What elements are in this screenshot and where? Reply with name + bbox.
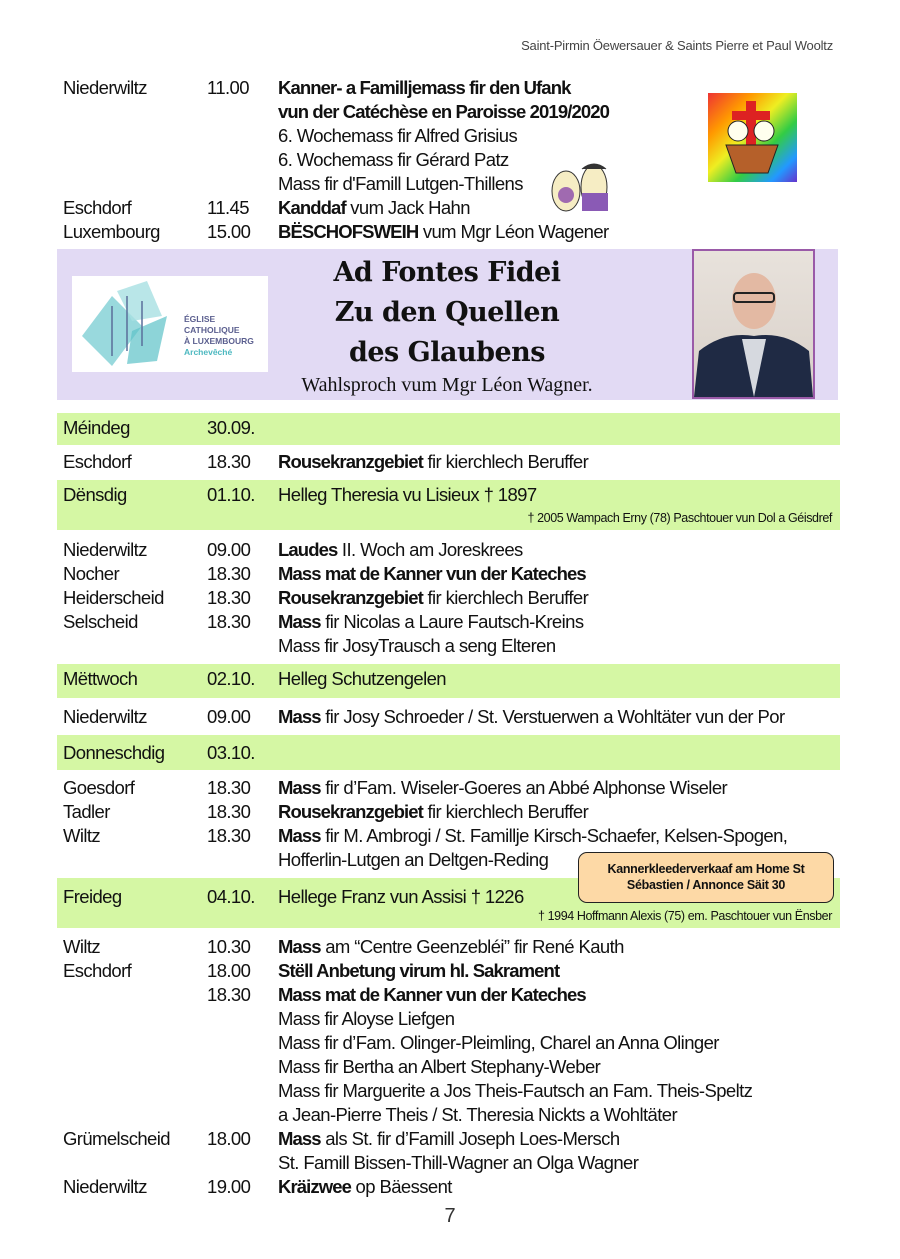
service-description xyxy=(278,76,570,100)
schedule-row xyxy=(63,1079,843,1103)
service-description xyxy=(278,450,588,474)
service-description xyxy=(278,148,509,172)
service-description xyxy=(278,983,586,1007)
service-details: als St. fir d’Famill Joseph Loes-Mersch xyxy=(320,1128,620,1149)
service-description xyxy=(278,196,470,220)
children-drawing xyxy=(548,155,612,213)
day-name: Mëttwoch xyxy=(63,668,138,689)
service-description xyxy=(278,172,523,196)
place-name: Niederwiltz xyxy=(63,1176,147,1197)
service-description xyxy=(278,586,588,610)
service-details: vum Jack Hahn xyxy=(345,197,470,218)
service-time: 11.45 xyxy=(207,197,249,218)
service-details: fir d’Fam. Wiseler-Goeres an Abbé Alphonse Wiseler xyxy=(320,777,728,798)
schedule-row xyxy=(63,450,843,474)
feast-day: Helleg Theresia vu Lisieux † 1897 xyxy=(278,484,537,505)
service-time: 10.30 xyxy=(207,936,251,957)
service-details: Mass fir Aloyse Liefgen xyxy=(278,1008,455,1029)
schedule-row xyxy=(63,1007,843,1031)
place-name: Wiltz xyxy=(63,825,101,846)
service-title: Laudes xyxy=(278,539,338,560)
schedule-row xyxy=(63,959,843,983)
logo-text-line: Archevêché xyxy=(184,347,233,357)
schedule-row xyxy=(63,1151,843,1175)
service-time: 11.00 xyxy=(207,77,249,98)
service-details: II. Woch am Joreskrees xyxy=(337,539,523,560)
service-details: Mass fir Bertha an Albert Stephany-Weber xyxy=(278,1056,601,1077)
logo-text-line: À LUXEMBOURG xyxy=(184,336,254,346)
service-description xyxy=(278,1151,638,1175)
service-description xyxy=(278,610,583,634)
day-date: 03.10. xyxy=(207,742,255,763)
service-title: Mass xyxy=(278,825,321,846)
day-header-bar xyxy=(57,480,840,530)
day-header-bar xyxy=(57,735,840,770)
service-title: Rousekranzgebiet xyxy=(278,801,423,822)
place-name: Eschdorf xyxy=(63,451,132,472)
service-time: 09.00 xyxy=(207,706,251,727)
page-header: Saint-Pirmin Öewersauer & Saints Pierre et Paul Wooltz xyxy=(521,38,833,53)
service-description xyxy=(278,800,588,824)
schedule-row xyxy=(63,562,843,586)
place-name: Luxembourg xyxy=(63,221,160,242)
service-details: fir kierchlech Beruffer xyxy=(422,587,589,608)
service-details: Mass fir d'Famill Lutgen-Thillens xyxy=(278,173,523,194)
feast-day: Hellege Franz vun Assisi † 1226 xyxy=(278,886,524,907)
service-description xyxy=(278,562,586,586)
page-number: 7 xyxy=(444,1205,456,1227)
service-title: Rousekranzgebiet xyxy=(278,587,423,608)
day-header-bar xyxy=(57,413,840,445)
service-description xyxy=(278,124,517,148)
schedule-block xyxy=(63,705,843,729)
day-date: 02.10. xyxy=(207,668,255,689)
service-details: Mass fir JosyTrausch a seng Elteren xyxy=(278,635,556,656)
service-description xyxy=(278,538,523,562)
memorial-note: † 1994 Hoffmann Alexis (75) em. Paschtouer vun Ënsber xyxy=(537,909,832,923)
service-description xyxy=(278,848,548,872)
schedule-row xyxy=(63,1127,843,1151)
service-description xyxy=(278,1055,600,1079)
service-description xyxy=(278,220,609,244)
service-title: Mass xyxy=(278,936,321,957)
place-name: Goesdorf xyxy=(63,777,135,798)
service-title: BËSCHOFSWEIH xyxy=(278,221,419,242)
service-time: 18.30 xyxy=(207,611,251,632)
schedule-row xyxy=(63,705,843,729)
service-title: Kanner- a Familljemass fir den Ufank xyxy=(278,77,571,98)
service-details: 6. Wochemass fir Alfred Grisius xyxy=(278,125,518,146)
service-details: fir Josy Schroeder / St. Verstuerwen a Wohltäter vun der Por xyxy=(320,706,785,727)
schedule-row xyxy=(63,196,843,220)
service-details: St. Famill Bissen-Thill-Wagner an Olga Wagner xyxy=(278,1152,639,1173)
service-details: fir kierchlech Beruffer xyxy=(422,801,589,822)
service-title: Mass xyxy=(278,706,321,727)
service-title: Kräizwee xyxy=(278,1176,352,1197)
schedule-row xyxy=(63,538,843,562)
service-description xyxy=(278,824,787,848)
service-time: 18.30 xyxy=(207,563,251,584)
service-description xyxy=(278,776,727,800)
service-time: 18.30 xyxy=(207,777,251,798)
schedule-row xyxy=(63,1175,843,1199)
service-details: fir kierchlech Beruffer xyxy=(422,451,589,472)
schedule-row xyxy=(63,220,843,244)
service-details: fir M. Ambrogi / St. Famillje Kirsch-Schaefer, Kelsen-Spogen, xyxy=(320,825,788,846)
logo-text-line: ÉGLISE CATHOLIQUE xyxy=(184,314,240,335)
motto-title-line: des Glaubens xyxy=(349,337,545,368)
day-name: Freideg xyxy=(63,886,122,907)
schedule-row xyxy=(63,983,843,1007)
service-description xyxy=(278,1007,454,1031)
bishop-motto-banner xyxy=(57,249,838,400)
service-time: 19.00 xyxy=(207,1176,251,1197)
place-name: Tadler xyxy=(63,801,110,822)
place-name: Nocher xyxy=(63,563,120,584)
service-details: vum Mgr Léon Wagener xyxy=(418,221,609,242)
place-name: Grümelscheid xyxy=(63,1128,170,1149)
service-title: vun der Catéchèse en Paroisse 2019/2020 xyxy=(278,101,610,122)
day-date: 30.09. xyxy=(207,417,255,438)
schedule-row xyxy=(63,800,843,824)
day-name: Dënsdig xyxy=(63,484,127,505)
service-title: Mass xyxy=(278,777,321,798)
schedule-block xyxy=(63,538,843,658)
service-details: a Jean-Pierre Theis / St. Theresia Nickts a Wohltäter xyxy=(278,1104,678,1125)
schedule-row xyxy=(63,1103,843,1127)
memorial-note: † 2005 Wampach Erny (78) Paschtouer vun Dol a Géisdref xyxy=(527,511,832,525)
motto-subtitle: Wahlsproch vum Mgr Léon Wagner. xyxy=(301,374,593,396)
schedule-row xyxy=(63,586,843,610)
service-title: Mass xyxy=(278,611,321,632)
day-date: 04.10. xyxy=(207,886,255,907)
schedule-row xyxy=(63,776,843,800)
service-details: Mass fir d’Fam. Olinger-Pleimling, Charel an Anna Olinger xyxy=(278,1032,719,1053)
day-header-bar xyxy=(57,664,840,698)
schedule-row xyxy=(63,824,843,848)
service-description xyxy=(278,935,624,959)
service-description xyxy=(278,1127,620,1151)
service-description xyxy=(278,1175,452,1199)
service-title: Kanddaf xyxy=(278,197,346,218)
service-time: 18.30 xyxy=(207,801,251,822)
service-details: am “Centre Geenzebléi” fir René Kauth xyxy=(320,936,624,957)
day-name: Donneschdig xyxy=(63,742,165,763)
service-title: Mass mat de Kanner vun der Kateches xyxy=(278,984,586,1005)
place-name: Heiderscheid xyxy=(63,587,164,608)
service-time: 18.30 xyxy=(207,984,251,1005)
day-name: Méindeg xyxy=(63,417,130,438)
service-details: Hofferlin-Lutgen an Deltgen-Reding xyxy=(278,849,549,870)
service-title: Rousekranzgebiet xyxy=(278,451,423,472)
service-description xyxy=(278,705,785,729)
feast-day: Helleg Schutzengelen xyxy=(278,668,446,689)
service-time: 18.00 xyxy=(207,960,251,981)
service-time: 18.30 xyxy=(207,451,251,472)
service-description xyxy=(278,634,556,658)
service-time: 15.00 xyxy=(207,221,251,242)
place-name: Niederwiltz xyxy=(63,706,147,727)
service-description xyxy=(278,1031,719,1055)
service-details: op Bäessent xyxy=(351,1176,452,1197)
service-description xyxy=(278,100,609,124)
notice-box xyxy=(578,852,834,903)
place-name: Niederwiltz xyxy=(63,77,147,98)
service-time: 09.00 xyxy=(207,539,251,560)
service-title: Mass mat de Kanner vun der Kateches xyxy=(278,563,586,584)
schedule-block xyxy=(63,450,843,474)
service-time: 18.00 xyxy=(207,1128,251,1149)
motto-title-line: Ad Fontes Fidei xyxy=(333,257,561,288)
service-title: Stëll Anbetung virum hl. Sakrament xyxy=(278,960,560,981)
place-name: Eschdorf xyxy=(63,197,132,218)
schedule-row xyxy=(63,610,843,634)
service-details: 6. Wochemass fir Gérard Patz xyxy=(278,149,509,170)
day-date: 01.10. xyxy=(207,484,255,505)
service-time: 18.30 xyxy=(207,587,251,608)
rainbow-kids-logo xyxy=(708,93,797,182)
service-title: Mass xyxy=(278,1128,321,1149)
schedule-row xyxy=(63,935,843,959)
bishop-photo xyxy=(692,249,815,399)
schedule-row xyxy=(63,1031,843,1055)
place-name: Niederwiltz xyxy=(63,539,147,560)
service-details: fir Nicolas a Laure Fautsch-Kreins xyxy=(320,611,584,632)
notice-line: Sébastien / Annonce Säit 30 xyxy=(626,878,786,892)
service-description xyxy=(278,959,559,983)
service-description xyxy=(278,1079,752,1103)
place-name: Selscheid xyxy=(63,611,138,632)
place-name: Eschdorf xyxy=(63,960,132,981)
service-details: Mass fir Marguerite a Jos Theis-Fautsch an Fam. Theis-Speltz xyxy=(278,1080,753,1101)
schedule-row xyxy=(63,1055,843,1079)
schedule-row xyxy=(63,634,843,658)
schedule-block xyxy=(63,935,843,1199)
place-name: Wiltz xyxy=(63,936,101,957)
motto-title-line: Zu den Quellen xyxy=(334,297,560,328)
service-time: 18.30 xyxy=(207,825,251,846)
service-description xyxy=(278,1103,677,1127)
notice-line: Kannerkleederverkaaf am Home St xyxy=(607,862,805,876)
